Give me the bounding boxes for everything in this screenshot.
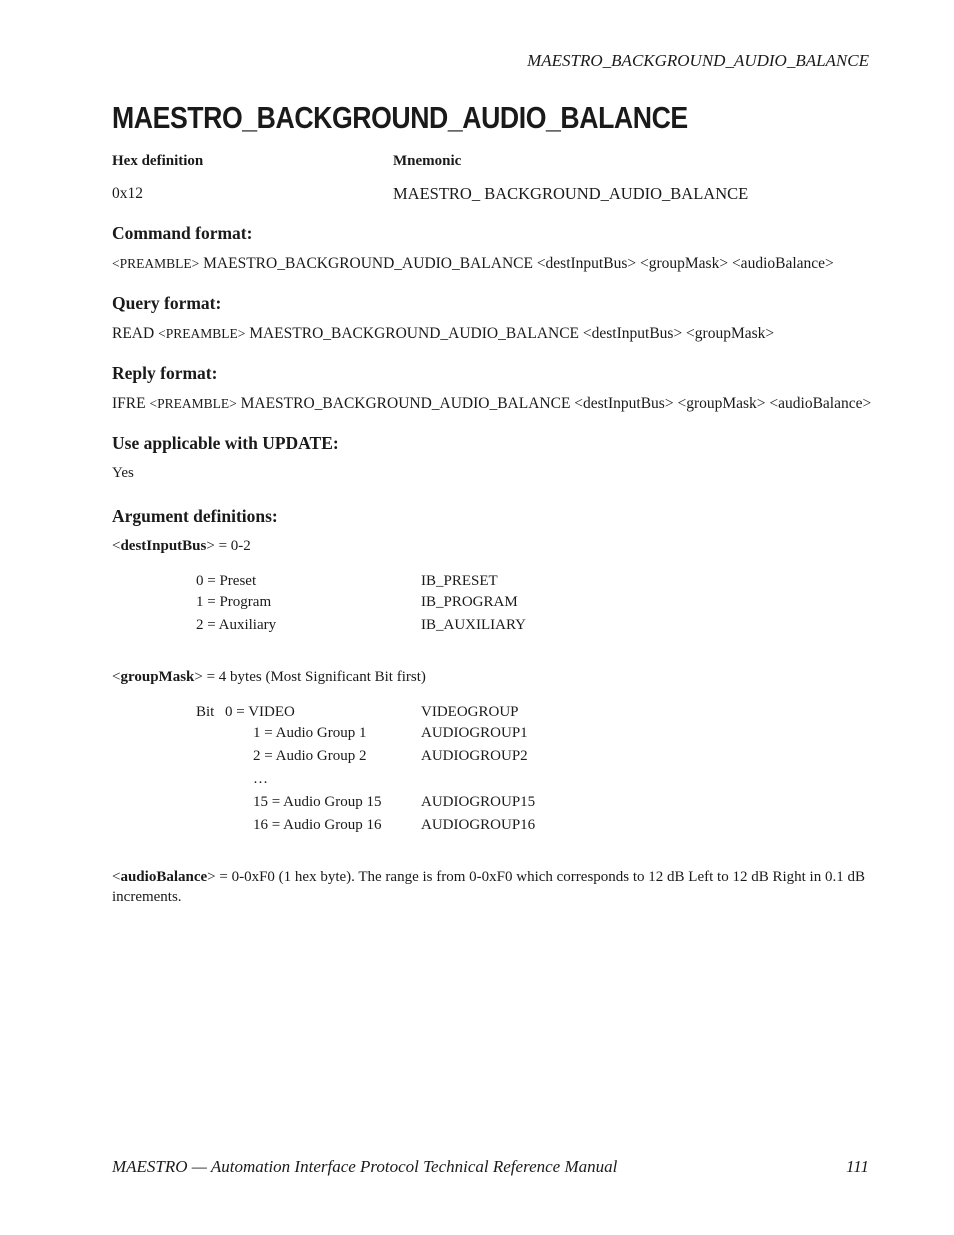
bit-label: Bit bbox=[196, 704, 215, 720]
hex-definition-label: Hex definition bbox=[112, 153, 204, 169]
reply-format-line bbox=[112, 395, 871, 413]
query-prefix: READ bbox=[112, 325, 159, 342]
group-row-mnemonic: VIDEOGROUP bbox=[421, 704, 519, 720]
reply-prefix: IFRE bbox=[112, 395, 150, 412]
group-row-mnemonic: AUDIOGROUP15 bbox=[421, 794, 536, 810]
group-row-mnemonic: AUDIOGROUP2 bbox=[421, 748, 528, 764]
preamble-token: <PREAMBLE> bbox=[112, 256, 200, 271]
dest-row-desc: 1 = Program bbox=[196, 594, 272, 610]
query-format-heading: Query format: bbox=[112, 293, 222, 313]
dest-row-mnemonic: IB_PROGRAM bbox=[421, 594, 518, 610]
reply-format-heading: Reply format: bbox=[112, 363, 218, 383]
group-mask-name: groupMask bbox=[120, 669, 195, 685]
audio-balance-definition: <audioBalance> = 0-0xF0 (1 hex byte). The range is from 0-0xF0 which corresponds to 12 dB Left to 12 dB Right in 0.1 dB increments. bbox=[112, 869, 865, 905]
update-value: Yes bbox=[112, 465, 134, 481]
dest-row-desc: 2 = Auxiliary bbox=[196, 617, 277, 633]
query-format-text: MAESTRO_BACKGROUND_AUDIO_BALANCE <destInputBus> <groupMask> bbox=[245, 325, 775, 342]
command-format-line bbox=[112, 255, 834, 273]
footer-manual-title: MAESTRO — Automation Interface Protocol Technical Reference Manual bbox=[112, 1157, 618, 1176]
group-row-desc: 16 = Audio Group 16 bbox=[253, 817, 382, 833]
running-header: MAESTRO_BACKGROUND_AUDIO_BALANCE bbox=[527, 51, 869, 70]
group-mask-definition: <groupMask> = 4 bytes (Most Significant Bit first) bbox=[112, 669, 426, 685]
dest-input-bus-definition: <destInputBus> = 0-2 bbox=[112, 538, 251, 554]
mnemonic-value: MAESTRO_ BACKGROUND_AUDIO_BALANCE bbox=[393, 184, 749, 203]
group-row-desc: 2 = Audio Group 2 bbox=[253, 748, 367, 764]
dest-row-mnemonic: IB_AUXILIARY bbox=[421, 617, 526, 633]
group-row-mnemonic: AUDIOGROUP16 bbox=[421, 817, 536, 833]
group-row-desc: 15 = Audio Group 15 bbox=[253, 794, 382, 810]
audio-balance-name: audioBalance bbox=[120, 869, 208, 885]
hex-value: 0x12 bbox=[112, 185, 143, 202]
group-row-mnemonic: AUDIOGROUP1 bbox=[421, 725, 528, 741]
group-row-ellipsis: … bbox=[253, 771, 268, 787]
reply-format-text: MAESTRO_BACKGROUND_AUDIO_BALANCE <destInputBus> <groupMask> <audioBalance> bbox=[236, 395, 872, 412]
query-format-line bbox=[112, 325, 774, 343]
argument-definitions-heading: Argument definitions: bbox=[112, 506, 278, 526]
page-title: MAESTRO_BACKGROUND_AUDIO_BALANCE bbox=[112, 100, 688, 135]
group-row-desc: 1 = Audio Group 1 bbox=[253, 725, 367, 741]
dest-input-bus-name: destInputBus bbox=[120, 538, 207, 554]
command-format-heading: Command format: bbox=[112, 223, 253, 243]
dest-row-mnemonic: IB_PRESET bbox=[421, 573, 498, 589]
footer-page-number: 111 bbox=[846, 1157, 869, 1176]
update-heading: Use applicable with UPDATE: bbox=[112, 433, 339, 453]
mnemonic-label: Mnemonic bbox=[393, 153, 462, 169]
preamble-token: <PREAMBLE> bbox=[158, 326, 246, 341]
command-format-text: MAESTRO_BACKGROUND_AUDIO_BALANCE <destInputBus> <groupMask> <audioBalance> bbox=[199, 255, 834, 272]
preamble-token: <PREAMBLE> bbox=[149, 396, 237, 411]
dest-row-desc: 0 = Preset bbox=[196, 573, 257, 589]
group-row-desc: 0 = VIDEO bbox=[225, 704, 295, 720]
